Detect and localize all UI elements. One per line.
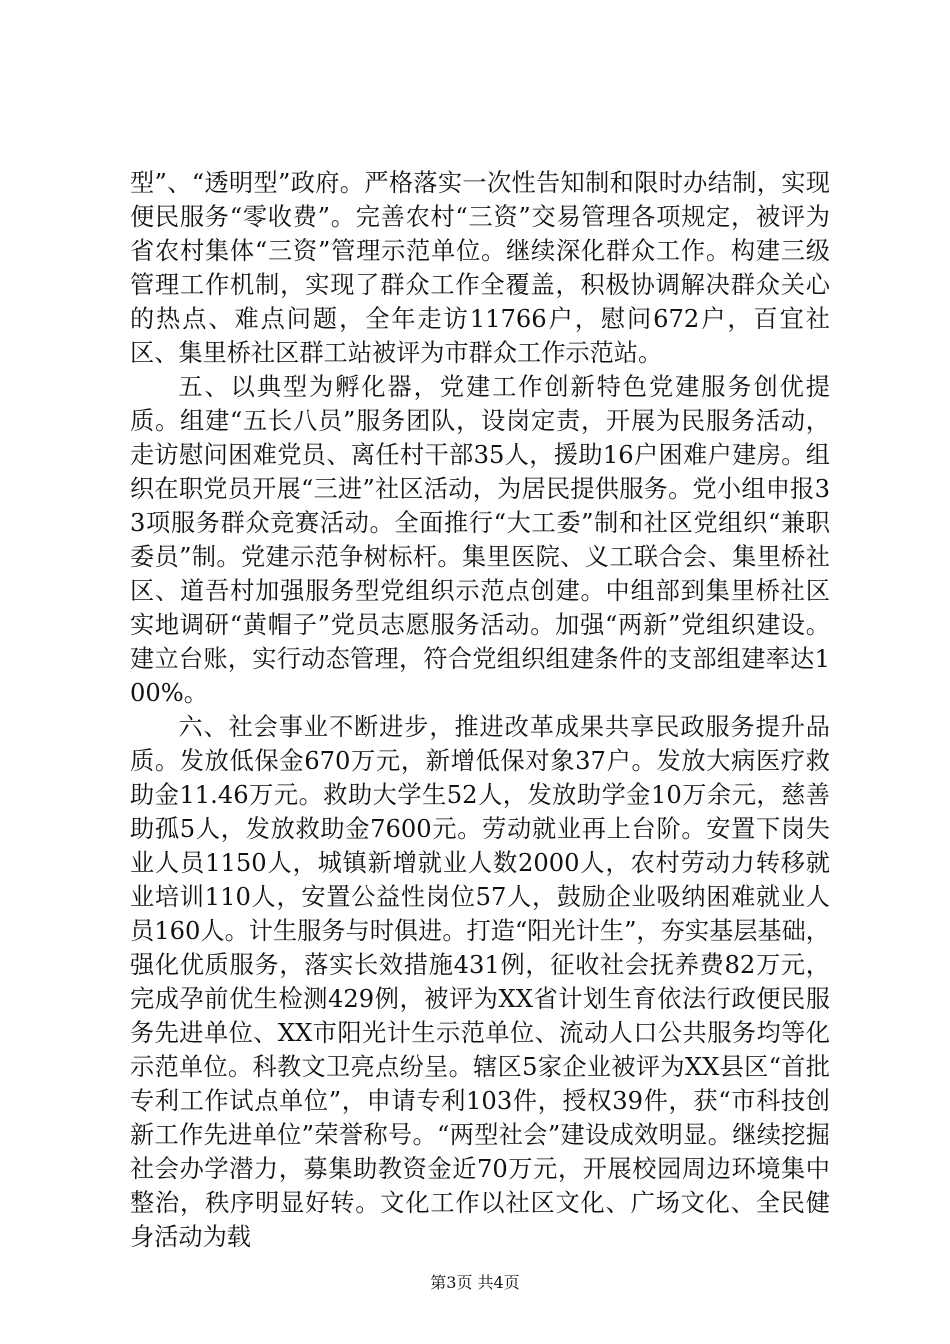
paragraph-continuation: 型”、“透明型”政府。严格落实一次性告知制和限时办结制，实现便民服务“零收费”。完善农村“三资”交易管理各项规定，被评为省农村集体“三资”管理示范单位。继续深化群众工作。构建三级管理工作机制，实现了群众工作全覆盖，积极协调解决群众关心的热点、难点问题，全年走访11766户，慰问672户，百宜社区、集里桥社区群工站被评为市群众工作示范站。 [130, 169, 830, 367]
page-footer: 第3页 共4页 [430, 1273, 520, 1292]
document-body [130, 166, 830, 1254]
paragraph-party-building: 五、以典型为孵化器，党建工作创新特色党建服务创优提质。组建“五长八员”服务团队，设岗定责，开展为民服务活动，走访慰问困难党员、离任村干部35人，援助16户困难户建房。组织在职党员开展“三进”社区活动，为居民提供服务。党小组申报33项服务群众竞赛活动。全面推行“大工委”制和社区党组织“兼职委员”制。党建示范争树标杆。集里医院、义工联合会、集里桥社区、道吾村加强服务型党组织示范点创建。中组部到集里桥社区实地调研“黄帽子”党员志愿服务活动。加强“两新”党组织建设。建立台账，实行动态管理，符合党组织组建条件的支部组建率达100%。 [130, 373, 830, 707]
paragraph-social-affairs: 六、社会事业不断进步，推进改革成果共享民政服务提升品质。发放低保金670万元，新增低保对象37户。发放大病医疗救助金11.46万元。救助大学生52人，发放助学金10万余元，慈善助孤5人，发放救助金7600元。劳动就业再上台阶。安置下岗失业人员1150人，城镇新增就业人数2000人，农村劳动力转移就业培训110人，安置公益性岗位57人，鼓励企业吸纳困难就业人员160人。计生服务与时俱进。打造“阳光计生”，夯实基层基础，强化优质服务，落实长效措施431例，征收社会抚养费82万元，完成孕前优生检测429例，被评为XX省计划生育依法行政便民服务先进单位、XX市阳光计生示范单位、流动人口公共服务均等化示范单位。科教文卫亮点纷呈。辖区5家企业被评为XX县区“首批专利工作试点单位”，申请专利103件，授权39件，获“市科技创新工作先进单位”荣誉称号。“两型社会”建设成效明显。继续挖掘社会办学潜力，募集助教资金近70万元，开展校园周边环境集中整治，秩序明显好转。文化工作以社区文化、广场文化、全民健身活动为载 [130, 713, 830, 1251]
